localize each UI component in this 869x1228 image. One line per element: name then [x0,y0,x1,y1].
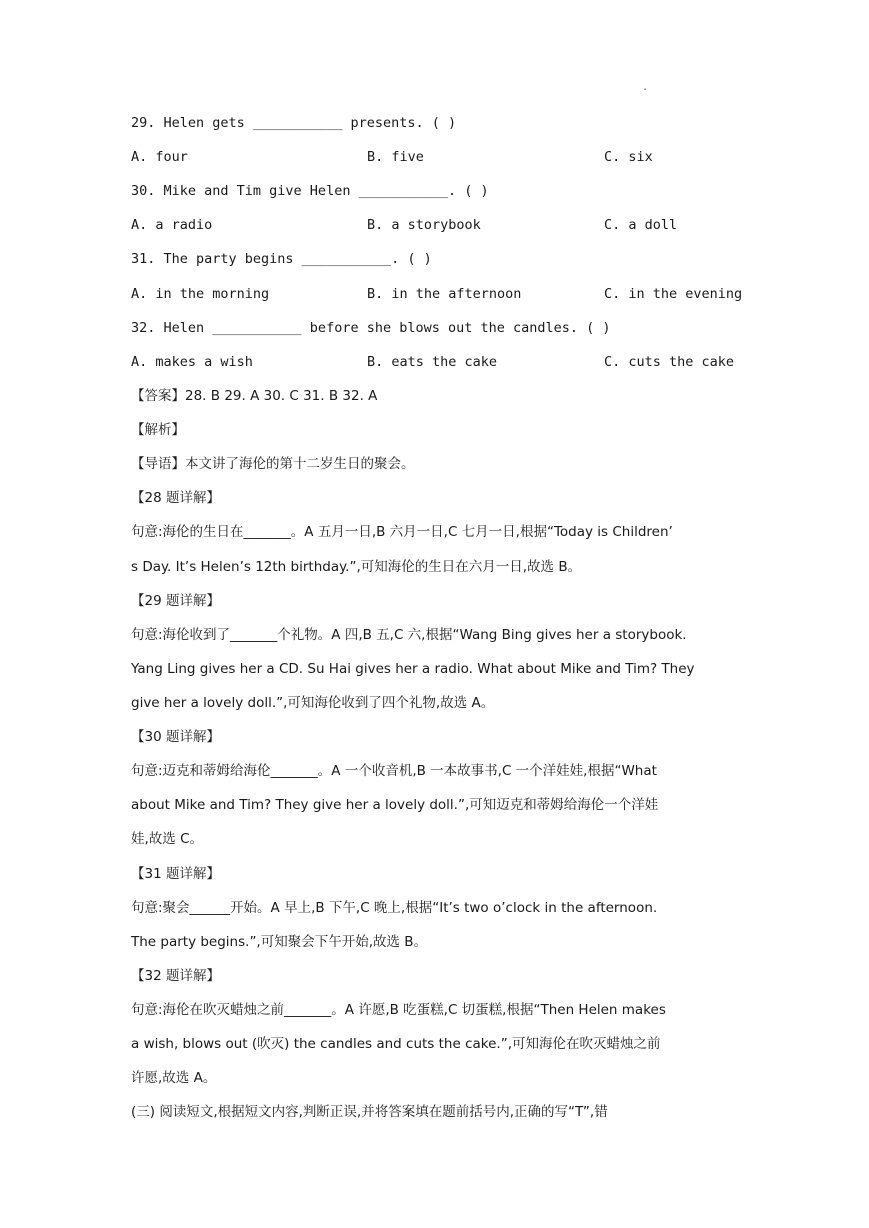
detail-29-line-1: 句意:海伦收到了_______个礼物。A 四,B 五,C 六,根据“Wang Bing gives her a storybook. [131,627,687,643]
option-c: C. a doll [604,217,678,233]
detail-28-line-1: 句意:海伦的生日在_______。A 五月一日,B 六月一日,C 七月一日,根据“Today is Children’ [131,524,673,540]
option-a: A. four [131,149,188,165]
option-c: C. in the evening [604,286,743,302]
page-marker: . [642,82,649,93]
option-a: A. a radio [131,217,213,233]
detail-29-line-2: Yang Ling gives her a CD. Su Hai gives her a radio. What about Mike and Tim? They [131,661,695,677]
section-three-instructions: (三) 阅读短文,根据短文内容,判断正误,并将答案填在题前括号内,正确的写“T”,错 [131,1104,608,1120]
detail-28-line-2: s Day. It’s Helen’s 12th birthday.”,可知海伦的生日在六月一日,故选 B。 [131,559,582,575]
option-c: C. six [604,149,653,165]
option-b: B. a storybook [367,217,481,233]
detail-32-line-3: 许愿,故选 A。 [131,1070,217,1086]
detail-29-line-3: give her a lovely doll.”,可知海伦收到了四个礼物,故选 A。 [131,695,495,711]
detail-32-line-2: a wish, blows out (吹灭) the candles and cuts the cake.”,可知海伦在吹灭蜡烛之前 [131,1036,661,1052]
question-29-stem: 29. Helen gets ___________ presents. ( ) [131,115,457,131]
detail-30-heading: 【30 题详解】 [131,729,220,745]
option-a: A. makes a wish [131,354,253,370]
question-31-stem: 31. The party begins ___________. ( ) [131,251,432,267]
detail-30-line-2: about Mike and Tim? They give her a lovely doll.”,可知迈克和蒂姆给海伦一个洋娃 [131,797,659,813]
detail-31-line-1: 句意:聚会______开始。A 早上,B 下午,C 晚上,根据“It’s two o’clock in the afternoon. [131,900,658,916]
detail-31-heading: 【31 题详解】 [131,866,220,882]
option-c: C. cuts the cake [604,354,735,370]
detail-30-line-3: 娃,故选 C。 [131,831,204,847]
guide-text: 【导语】本文讲了海伦的第十二岁生日的聚会。 [131,456,415,472]
option-b: B. in the afternoon [367,286,522,302]
detail-32-heading: 【32 题详解】 [131,968,220,984]
option-b: B. five [367,149,424,165]
question-30-stem: 30. Mike and Tim give Helen ___________. ( ) [131,183,489,199]
detail-32-line-1: 句意:海伦在吹灭蜡烛之前_______。A 许愿,B 吃蛋糕,C 切蛋糕,根据“Then Helen makes [131,1002,666,1018]
detail-30-line-1: 句意:迈克和蒂姆给海伦_______。A 一个收音机,B 一本故事书,C 一个洋娃娃,根据“What [131,763,657,779]
detail-28-heading: 【28 题详解】 [131,490,220,506]
answer-line: 【答案】28. B 29. A 30. C 31. B 32. A [131,388,378,404]
analysis-heading: 【解析】 [131,422,185,438]
detail-31-line-2: The party begins.”,可知聚会下午开始,故选 B。 [131,934,428,950]
option-b: B. eats the cake [367,354,498,370]
detail-29-heading: 【29 题详解】 [131,593,220,609]
question-32-stem: 32. Helen ___________ before she blows out the candles. ( ) [131,320,611,336]
option-a: A. in the morning [131,286,270,302]
